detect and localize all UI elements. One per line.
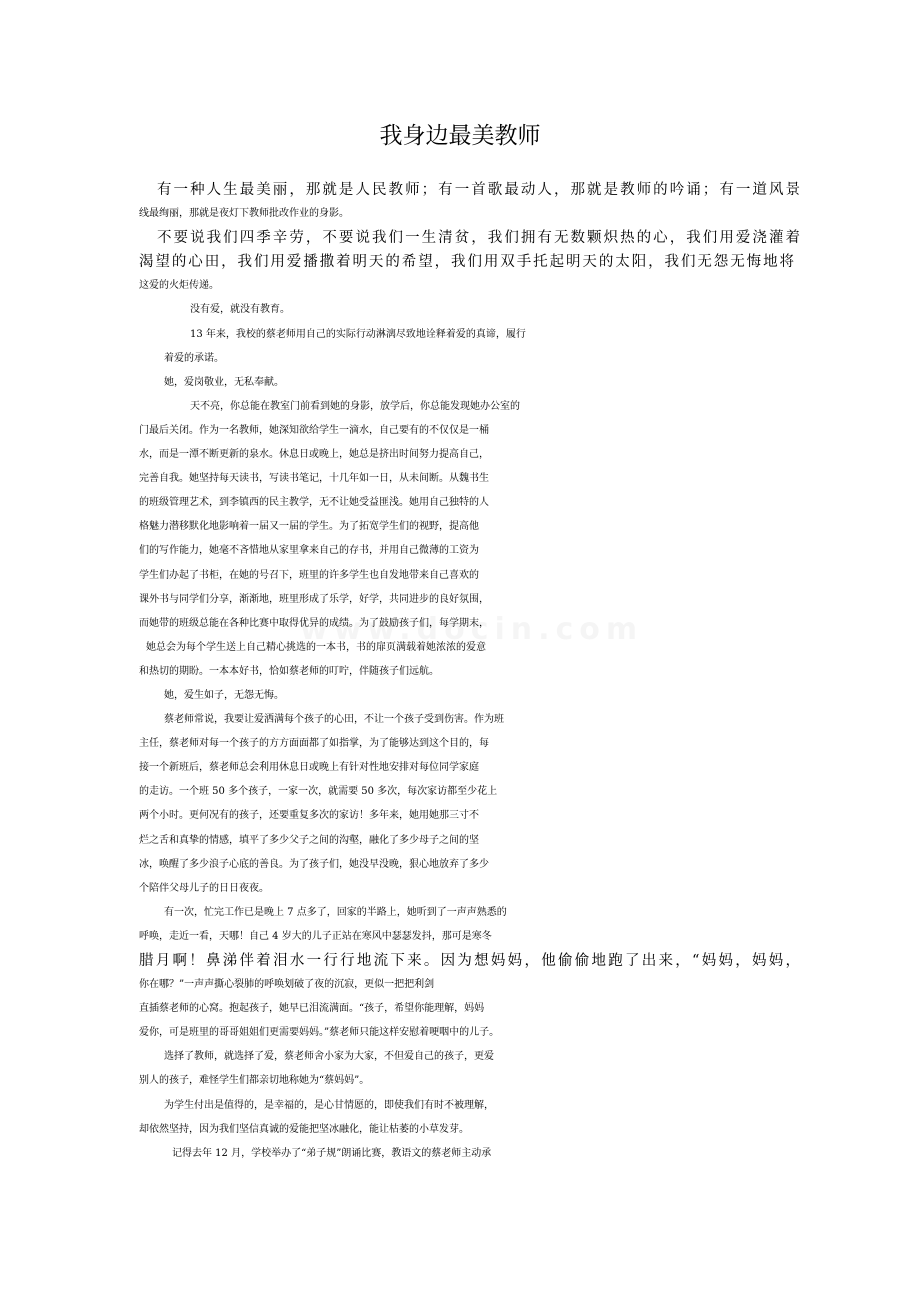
text-line: 们的写作能力，她毫不吝惜地从家里拿来自己的存书，并用自己微薄的工资为 — [139, 545, 479, 557]
text-line: 有一种人生最美丽，那就是人民教师；有一首歌最动人，那就是教师的吟诵；有一道风景 — [157, 182, 800, 198]
text-line: 着爱的承诺。 — [164, 352, 224, 364]
text-line: 接一个新班后，蔡老师总会利用休息日或晚上有针对性地安排对每位同学家庭 — [139, 762, 479, 774]
text-line: 她总会为每个学生送上自己精心挑选的一本书，书的扉页满载着她浓浓的爱意 — [146, 641, 486, 653]
document-body — [0, 178, 920, 1166]
text-line: 水，而是一潭不断更新的泉水。休息日或晚上，她总是挤出时间努力提高自己， — [139, 449, 489, 461]
text-line: 爱你，可是班里的哥哥姐姐们更需要妈妈。”蔡老师只能这样安慰着哽咽中的儿子。 — [139, 1027, 500, 1039]
text-line: 完善自我。她坚持每天读书，写读书笔记，十几年如一日，从未间断。从魏书生 — [139, 473, 489, 485]
text-line: 格魅力潜移默化地影响着一届又一届的学生。为了拓宽学生们的视野，提高他 — [139, 521, 479, 533]
text-line: 不要说我们四季辛劳，不要说我们一生清贫，我们拥有无数颗炽热的心，我们用爱浇灌着 — [157, 230, 800, 247]
text-line: 冰，唤醒了多少浪子心底的善良。为了孩子们，她没早没晚，狠心地放弃了多少 — [139, 858, 489, 870]
text-line: 她，爱生如子，无怨无悔。 — [164, 689, 284, 701]
text-line: 个陪伴父母儿子的日日夜夜。 — [139, 882, 269, 894]
text-line: 课外书与同学们分享，渐渐地，班里形成了乐学，好学，共同进步的良好氛围， — [139, 593, 489, 605]
text-line: 选择了教师，就选择了爱，蔡老师舍小家为大家，不但爱自己的孩子，更爱 — [164, 1051, 494, 1063]
text-line: 腊月啊！鼻涕伴着泪水一行行地流下来。因为想妈妈，他偷偷地跑了出来，“妈妈，妈妈， — [139, 953, 800, 969]
text-line: 蔡老师常说，我要让爱洒满每个孩子的心田，不让一个孩子受到伤害。作为班 — [164, 714, 504, 726]
text-line: 有一次，忙完工作已是晚上 7 点多了，回家的半路上，她听到了一声声熟悉的 — [164, 906, 507, 918]
text-line: 为学生付出是值得的，是幸福的，是心甘情愿的，即使我们有时不被理解， — [164, 1099, 494, 1111]
text-line: 却依然坚持，因为我们坚信真诚的爱能把坚冰融化，能让枯萎的小草发芽。 — [139, 1123, 469, 1135]
text-line: 学生们办起了书柜，在她的号召下，班里的许多学生也自发地带来自己喜欢的 — [139, 569, 479, 581]
text-line: 没有爱，就没有教育。 — [190, 304, 290, 316]
text-line: 她，爱岗敬业，无私奉献。 — [164, 376, 284, 388]
text-line: 两个小时。更何况有的孩子，还要重复多次的家访！多年来，她用她那三寸不 — [139, 810, 479, 822]
text-line: 13 年来，我校的蔡老师用自己的实际行动淋漓尽致地诠释着爱的真谛，履行 — [190, 328, 526, 340]
document-title: 我身边最美教师 — [379, 123, 541, 149]
text-line: 呼唤，走近一看，天哪！自己 4 岁大的儿子正站在寒风中瑟瑟发抖，那可是寒冬 — [139, 930, 492, 942]
text-line: 而她带的班级总能在各种比赛中取得优异的成绩。为了鼓励孩子们，每学期末， — [139, 617, 489, 629]
text-line: 门最后关闭。作为一名教师，她深知欲给学生一滴水，自己要有的不仅仅是一桶 — [139, 424, 489, 436]
text-line: 烂之舌和真挚的情感，填平了多少父子之间的沟壑，融化了多少母子之间的坚 — [139, 834, 479, 846]
text-line: 的班级管理艺术，到李镇西的民主教学，无不让她受益匪浅。她用自己独特的人 — [139, 497, 489, 509]
text-line: 天不亮，你总能在教室门前看到她的身影，放学后，你总能发现她办公室的 — [190, 400, 520, 412]
text-line: 直插蔡老师的心窝。抱起孩子，她早已泪流满面。“孩子，希望你能理解，妈妈 — [139, 1003, 485, 1015]
text-line: 的走访。一个班 50 多个孩子，一家一次，就需要 50 多次，每次家访都至少花上 — [139, 786, 498, 798]
text-line: 你在哪？”一声声撕心裂肺的呼唤划破了夜的沉寂，更似一把把利剑 — [139, 979, 435, 991]
text-line: 别人的孩子，难怪学生们都亲切地称她为“蔡妈妈”。 — [139, 1075, 370, 1087]
text-line: 和热切的期盼。一本本好书，恰如蔡老师的叮咛，伴随孩子们远航。 — [139, 665, 439, 677]
text-line: 线最绚丽，那就是夜灯下教师批改作业的身影。 — [139, 208, 349, 220]
text-line: 渴望的心田，我们用爱播撒着明天的希望，我们用双手托起明天的太阳，我们无怨无悔地将 — [139, 254, 794, 271]
text-line: 这爱的火炬传递。 — [139, 280, 219, 292]
text-line: 主任，蔡老师对每一个孩子的方方面面都了如指掌，为了能够达到这个目的，每 — [139, 738, 489, 750]
text-line: 记得去年 12 月，学校举办了“弟子规”朗诵比赛，教语文的蔡老师主动承 — [172, 1147, 492, 1159]
